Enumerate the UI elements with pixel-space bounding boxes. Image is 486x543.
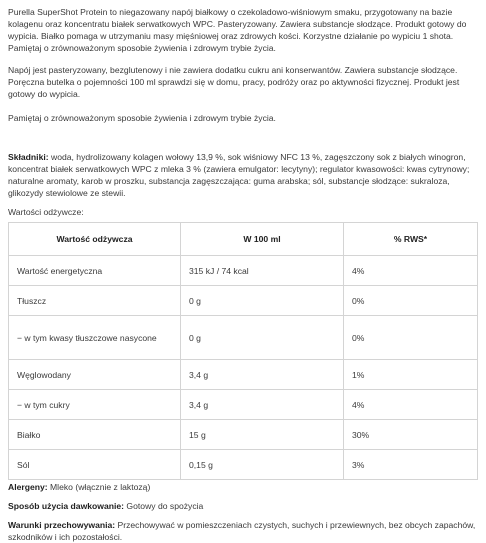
nutrient-value: 0 g — [181, 286, 344, 316]
usage-label: Sposób użycia dawkowanie: — [8, 501, 125, 511]
allergens-label: Alergeny: — [8, 482, 48, 492]
table-row — [9, 316, 478, 360]
table-row — [9, 390, 478, 420]
nutrition-table — [8, 222, 478, 480]
nutrient-rws: 0% — [344, 316, 478, 360]
nutrient-value: 0,15 g — [181, 450, 344, 480]
nutrition-header-row — [9, 223, 478, 256]
ingredients-paragraph — [8, 124, 478, 199]
storage-text: Przechowywać w pomieszczeniach czystych, suchych i przewiewnych, bez obcych zapachów, szkodników i ich pozostałości. — [8, 520, 476, 542]
nutrient-rws: 4% — [344, 256, 478, 286]
nutrient-value: 315 kJ / 74 kcal — [181, 256, 344, 286]
usage-text: Gotowy do spożycia — [124, 501, 204, 511]
nutrient-rws: 0% — [344, 286, 478, 316]
nutrient-name: Wartość energetyczna — [9, 256, 181, 286]
header-nutrient: Wartość odżywcza — [9, 223, 181, 256]
nutrient-name: Białko — [9, 420, 181, 450]
nutrient-rws: 30% — [344, 420, 478, 450]
intro-paragraph-1: Purella SuperShot Protein to niegazowany napój białkowy o czekoladowo-wiśniowym smaku, przygotowany na bazie kolagenu oraz koncentratu białek serwatkowych WPC. Pasteryzowany. Zawiera substancje słodzące. Produkt gotowy do wypicia. Białko pomaga w utrzymaniu masy mięśniowej oraz zdrowych kości. Korzystne działanie po wypiciu 1 shota. Pamiętaj o zrównoważonym sposobie żywienia i zdrowym trybie życia. — [8, 7, 467, 53]
usage-paragraph — [8, 500, 478, 512]
intro-paragraph-3: Pamiętaj o zrównoważonym sposobie żywienia i zdrowym trybie życia. — [8, 113, 276, 123]
nutrient-value: 0 g — [181, 316, 344, 360]
storage-paragraph — [8, 519, 478, 543]
nutrient-name: − w tym cukry — [9, 390, 181, 420]
table-row — [9, 360, 478, 390]
table-row — [9, 256, 478, 286]
table-row — [9, 420, 478, 450]
nutrient-name: Węglowodany — [9, 360, 181, 390]
nutrient-name: Sól — [9, 450, 181, 480]
storage-label: Warunki przechowywania: — [8, 520, 116, 530]
product-details — [8, 480, 478, 543]
nutrition-caption: Wartości odżywcze: — [8, 207, 84, 217]
nutrient-name: − w tym kwasy tłuszczowe nasycone — [9, 316, 181, 360]
nutrient-name: Tłuszcz — [9, 286, 181, 316]
table-row — [9, 450, 478, 480]
nutrient-value: 3,4 g — [181, 390, 344, 420]
header-rws: % RWS* — [344, 223, 478, 256]
intro-paragraph-2: Napój jest pasteryzowany, bezglutenowy i nie zawiera dodatku cukru ani konserwantów. Zawiera substancje słodzące. Poręczna butelka o pojemności 100 ml sprawdzi się w domu, pracy, podróży oraz po aktywności fizycznej. Produkt jest gotowy do wypicia. — [8, 65, 460, 99]
nutrient-rws: 3% — [344, 450, 478, 480]
allergens-paragraph — [8, 481, 478, 493]
nutrient-rws: 4% — [344, 390, 478, 420]
ingredients-label: Składniki: — [8, 152, 49, 162]
table-row — [9, 286, 478, 316]
nutrient-value: 3,4 g — [181, 360, 344, 390]
allergens-text: Mleko (włącznie z laktozą) — [47, 482, 151, 492]
header-per-100ml: W 100 ml — [181, 223, 344, 256]
nutrient-rws: 1% — [344, 360, 478, 390]
nutrient-value: 15 g — [181, 420, 344, 450]
ingredients-text: woda, hydrolizowany kolagen wołowy 13,9 %, sok wiśniowy NFC 13 %, zagęszczony sok z białych winogron, koncentrat białek serwatkowych WPC z mleka 3 % (zawiera emulgator: lecytyny); regulator kwasowości: kwas cytrynowy; naturalne aromaty, karob w proszku, substancja zagęszczająca: guma arabska; sól, substancje słodzące: sukraloza, glikozydy stewiolowe ze stewii. — [8, 152, 470, 198]
